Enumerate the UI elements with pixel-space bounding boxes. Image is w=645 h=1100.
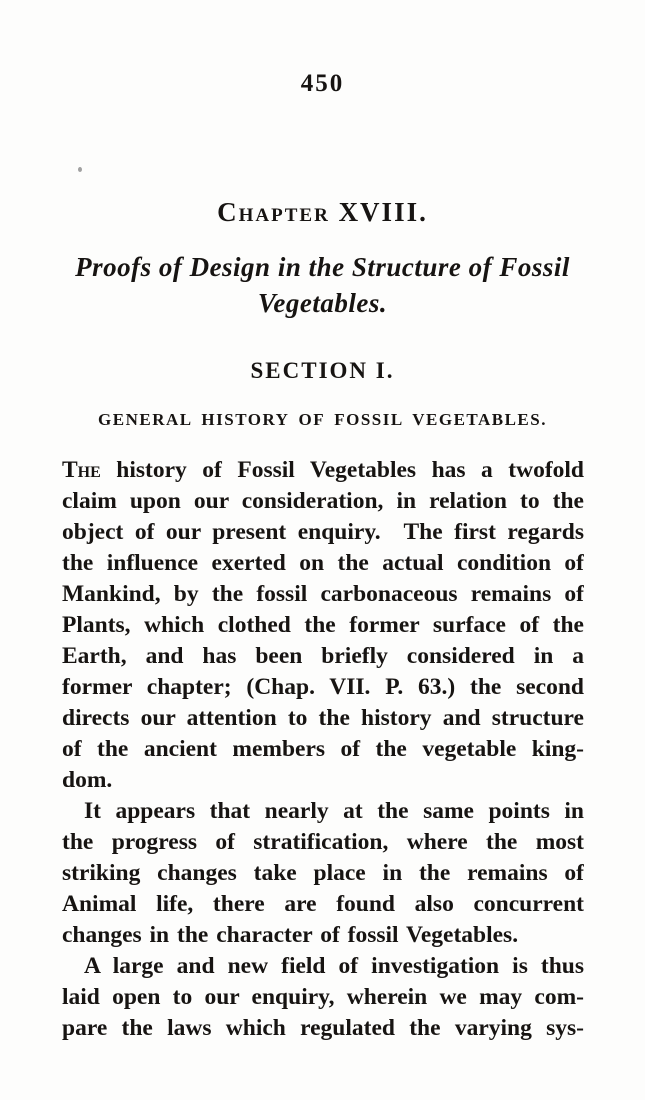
- text-line: former chapter; (Chap. VII. P. 63.) the second: [62, 674, 584, 700]
- paragraph: [62, 796, 584, 951]
- text-line: It appears that nearly at the same points in: [84, 798, 584, 824]
- text-line: striking changes take place in the remains of: [62, 860, 584, 886]
- text-line: of the ancient members of the vegetable king-: [62, 736, 584, 762]
- title-line-2: Vegetables.: [257, 288, 388, 318]
- scan-speck: [78, 167, 82, 172]
- chapter-title: [0, 249, 645, 321]
- text-line: pare the laws which regulated the varying sys-: [62, 1015, 584, 1041]
- paragraph: [62, 455, 584, 796]
- subsection-heading: GENERAL HISTORY OF FOSSIL VEGETABLES.: [98, 410, 547, 429]
- text-line: Plants, which clothed the former surface of the: [62, 612, 584, 638]
- chapter-label: Chapter: [217, 197, 330, 227]
- lead-word: The: [62, 457, 101, 483]
- text-line: dom.: [62, 767, 113, 793]
- text-line: The history of Fossil Vegetables has a twofold: [62, 457, 584, 483]
- text-line: A large and new field of investigation is thus: [84, 953, 584, 979]
- title-line-1: Proofs of Design in the Structure of Fossil: [75, 252, 570, 282]
- text-line: Animal life, there are found also concurrent: [62, 891, 584, 917]
- chapter-heading: [0, 197, 645, 228]
- text-line: Earth, and has been briefly considered in a: [62, 643, 584, 669]
- text-line: object of our present enquiry. The first regards: [62, 519, 584, 545]
- text-line: claim upon our consideration, in relation to the: [62, 488, 584, 514]
- paragraph: [62, 951, 584, 1044]
- page-number: 450: [300, 70, 345, 97]
- text-line: the progress of stratification, where the most: [62, 829, 584, 855]
- chapter-numeral: XVIII.: [338, 197, 428, 227]
- text-line: Mankind, by the fossil carbonaceous remains of: [62, 581, 584, 607]
- text-line: directs our attention to the history and structure: [62, 705, 584, 731]
- text-line: changes in the character of fossil Vegetables.: [62, 922, 519, 948]
- section-heading: SECTION I.: [250, 358, 395, 383]
- text-line: laid open to our enquiry, wherein we may com-: [62, 984, 584, 1010]
- text-line: the influence exerted on the actual condition of: [62, 550, 584, 576]
- body-text: [62, 455, 584, 1044]
